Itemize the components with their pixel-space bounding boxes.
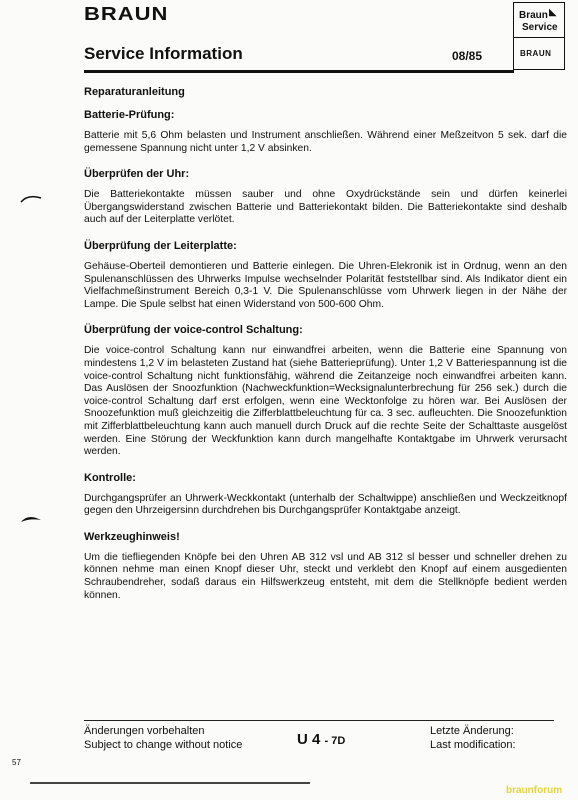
page-title: Service Information <box>84 44 243 63</box>
modification-english: Last modification: <box>430 739 516 751</box>
section-text: Durchgangsprüfer an Uhrwerk-Weckkontakt (unterhalb der Schaltwippe) anschließen und Weckzeitknopf gegen den Uhrzeigersinn durchdrehen bis Durchgangsprüfer Kontaktgabe anzeigt. <box>84 492 567 517</box>
arrow-icon: ◣ <box>549 7 557 18</box>
document-code-main: U 4 <box>297 731 321 748</box>
logo-text-brand: BRAUN <box>520 49 552 58</box>
section-heading: Überprüfen der Uhr: <box>84 168 190 181</box>
section-heading: Überprüfung der voice-control Schaltung: <box>84 324 303 337</box>
bottom-rule <box>30 782 310 784</box>
header-rule <box>84 70 514 73</box>
document-code-suffix: - 7D <box>324 735 346 747</box>
issue-date: 08/85 <box>452 49 483 63</box>
braun-service-logo <box>513 2 565 70</box>
section-heading: Werkzeughinweis! <box>84 530 180 543</box>
section-heading: Batterie-Prüfung: <box>84 109 175 121</box>
footer-modification <box>430 724 516 752</box>
document-body <box>84 86 567 615</box>
page-number: 57 <box>12 758 21 767</box>
logo-text-service: Service <box>522 22 558 33</box>
watermark: braunforum <box>506 785 563 796</box>
section-text: Die Batteriekontakte müssen sauber und ohne Oxydrückstände sein und dürfen keinerlei Übergangswiderstand zwischen Batterie und Batteriekontakt bilden. Die Batteriekontakte sind deshalb auch auf der Leiterplatte verlötet. <box>84 189 567 226</box>
footer-rule <box>84 720 554 721</box>
punch-mark-icon <box>20 512 42 526</box>
logo-text-braun: Braun <box>519 10 548 21</box>
footer-notice <box>84 724 242 752</box>
section-text: Um die tiefliegenden Knöpfe bei den Uhren AB 312 vsl und AB 312 sl besser und schneller drehen zu können nehme man einen Knopf dieser Uhr, steckt und verklebt den Knopf auf einem ausgedienten Schraubendreher, sodaß daraus ein Hilfswerkzeug entsteht, mit dem die Stellknöpfe bedient werden können. <box>84 551 567 601</box>
section-heading: Überprüfung der Leiterplatte: <box>84 239 237 252</box>
main-heading: Reparaturanleitung <box>84 86 185 98</box>
section-heading: Kontrolle: <box>84 471 136 484</box>
section-text: Gehäuse-Oberteil demontieren und Batterie einlegen. Die Uhren-Elekronik ist in Ordnug, wenn an den Spulenanschlüssen des Uhrwerks Impulse wechselnder Polarität feststellbar sind. Als Indikator dient ein Vielfachmeßinstrument Bereich 0,3-1 V. Die Spulenanschlüsse vom Uhrwerk liegen in der Nähe der Lampe. Die Spule selbst hat einen Widerstand von 500-600 Ohm. <box>84 260 567 310</box>
modification-german: Letzte Änderung: <box>430 725 514 737</box>
document-code <box>297 731 345 748</box>
notice-german: Änderungen vorbehalten <box>84 725 205 737</box>
section-text: Batterie mit 5,6 Ohm belasten und Instrument anschließen. Während einer Meßzeitvon 5 sek. darf die gemessene Spannung nicht unter 1,2 V absinken. <box>84 130 567 154</box>
brand-logo: BRAUN <box>84 3 169 25</box>
notice-english: Subject to change without notice <box>84 739 243 751</box>
punch-mark-icon <box>20 192 42 206</box>
logo-divider <box>514 37 564 38</box>
section-text: Die voice-control Schaltung kann nur einwandfrei arbeiten, wenn die Batterie eine Spannung von mindestens 1,2 V im belasteten Zustand hat (siehe Batterieprüfung). Unter 1,2 V Batteriespannung ist die voice-control Schaltung nicht funktionsfähig, während die Zeitanzeige noch einwandfrei arbeiten kann. Das Auslösen der Snoozfunktion (Nachweckfunktion=Wecksignalunterbrechung für 256 sek.) durch die voice-control Schaltung darf erst erfolgen, wenn eine Wecktonfolge zu hören war. Bei Auslösen der Snoozefunktion muß gleichzeitig die Zifferblattbeleuchtung für ca. 3 sec. aufleuchten. Die Snoozefunktion mit Zifferblattbeleuchtung kann auch manuell durch Druck auf die rechte Seite der Schalttaste ausgelöst werden. Eine Störung der Weckfunktion kann durch mangelhafte Kontaktgabe im Uhrwerk verursacht werden. <box>84 345 567 458</box>
